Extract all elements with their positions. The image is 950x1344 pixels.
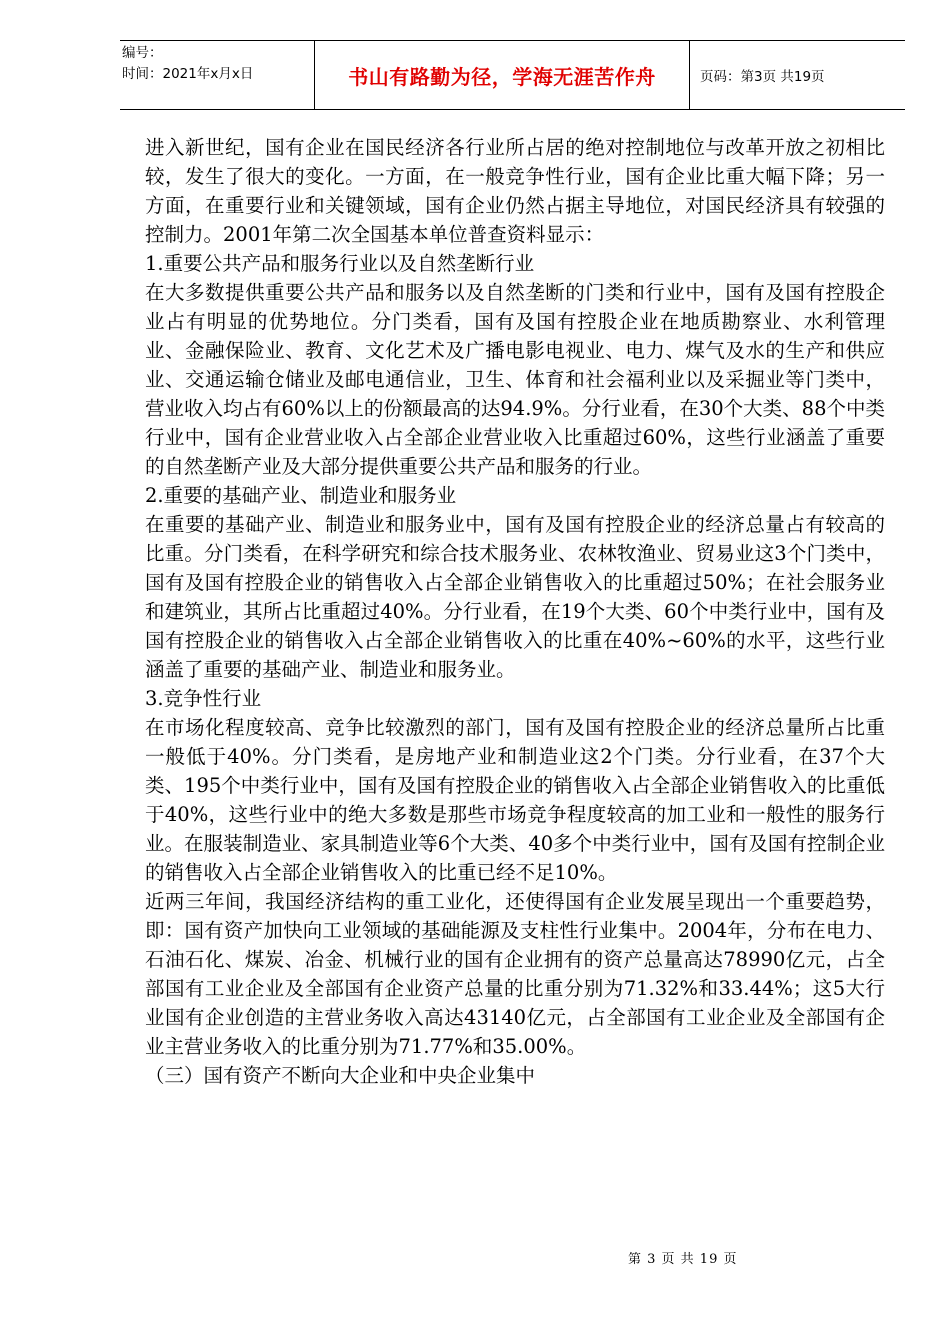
paragraph-public-products: 在大多数提供重要公共产品和服务以及自然垄断的门类和行业中，国有及国有控股企业占有明显的优势地位。分门类看，国有及国有控股企业在地质勘察业、水利管理业、金融保险业、教育、文化艺术及广播电影电视业、电力、煤气及水的生产和供应业、交通运输仓储业及邮电通信业，卫生、体育和社会福利业以及采掘业等门类中，营业收入均占有60%以上的份额最高的达94.9%。分行业看，在30个大类、88个中类行业中，国有企业营业收入占全部企业营业收入比重超过60%，这些行业涵盖了重要的自然垄断产业及大部分提供重要公共产品和服务的行业。 [145,281,885,478]
section-heading-concentration: （三）国有资产不断向大企业和中央企业集中 [145,1064,536,1087]
header-meta [120,41,315,109]
section-heading-3: 3.竞争性行业 [145,687,262,710]
page-footer: 第 3 页 共 19 页 [628,1252,738,1267]
header-page-code: 页码：第3页 共19页 [700,69,825,85]
paragraph-intro: 进入新世纪，国有企业在国民经济各行业所占居的绝对控制地位与改革开放之初相比较，发生了很大的变化。一方面，在一般竞争性行业，国有企业比重大幅下降；另一方面，在重要行业和关键领域，国有企业仍然占据主导地位，对国民经济具有较强的控制力。2001年第二次全国基本单位普查资料显示： [145,136,885,246]
document-body [145,133,885,1090]
section-heading-2: 2.重要的基础产业、制造业和服务业 [145,484,457,507]
paragraph-competitive-industries: 在市场化程度较高、竞争比较激烈的部门，国有及国有控股企业的经济总量所占比重一般低于40%。分门类看，是房地产业和制造业这2个门类。分行业看，在37个大类、195个中类行业中，国有及国有控股企业的销售收入占全部企业销售收入的比重低于40%，这些行业中的绝大多数是那些市场竞争程度较高的加工业和一般性的服务行业。在服装制造业、家具制造业等6个大类、40多个中类行业中，国有及国有控制企业的销售收入占全部企业销售收入的比重已经不足10%。 [145,716,885,884]
paragraph-basic-industries: 在重要的基础产业、制造业和服务业中，国有及国有控股企业的经济总量占有较高的比重。分门类看，在科学研究和综合技术服务业、农林牧渔业、贸易业这3个门类中，国有及国有控股企业的销售收入占全部企业销售收入的比重超过50%；在社会服务业和建筑业，其所占比重超过40%。分行业看，在19个大类、60个中类行业中，国有及国有控股企业的销售收入占全部企业销售收入的比重在40%~60%的水平，这些行业涵盖了重要的基础产业、制造业和服务业。 [145,513,885,681]
document-number-label: 编号： [122,45,163,61]
section-heading-1: 1.重要公共产品和服务行业以及自然垄断行业 [145,252,535,275]
header-motto: 书山有路勤为径，学海无涯苦作舟 [315,41,690,109]
paragraph-heavy-industry-trend: 近两三年间，我国经济结构的重工业化，还使得国有企业发展呈现出一个重要趋势，即：国有资产加快向工业领域的基础能源及支柱性行业集中。2004年，分布在电力、石油石化、煤炭、冶金、机械行业的国有企业拥有的资产总量高达78990亿元，占全部国有工业企业及全部国有企业资产总量的比重分别为71.32%和33.44%；这5大行业国有企业创造的主营业务收入高达43140亿元，占全部国有工业企业及全部国有企业主营业务收入的比重分别为71.77%和35.00%。 [145,890,885,1058]
document-time-label: 时间：2021年x月x日 [122,66,254,82]
page-header [120,40,905,110]
